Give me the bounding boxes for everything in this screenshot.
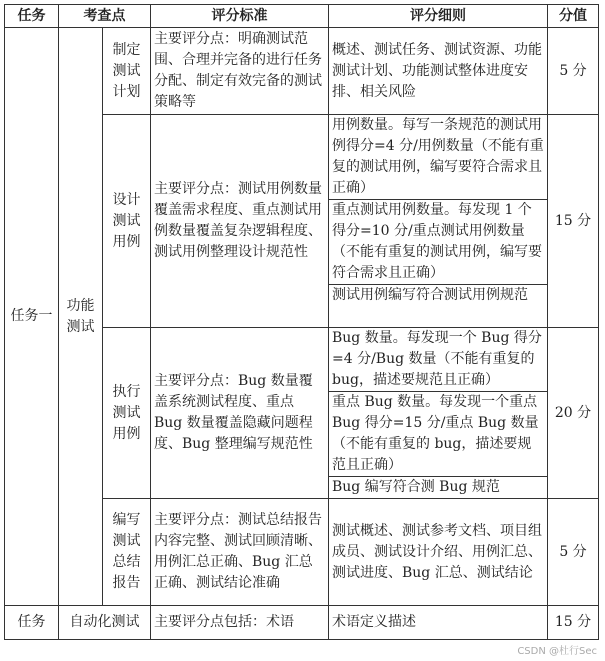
table-row xyxy=(5,28,599,115)
task-category: 功能测试 xyxy=(59,28,103,606)
score-value: 15 分 xyxy=(548,115,599,328)
task-name: 任务 xyxy=(5,606,59,640)
details-group xyxy=(329,115,548,328)
criteria-text: 主要评分点：测试总结报告内容完整、测试回顾清晰、用例汇总正确、Bug 汇总正确、测试结论准确 xyxy=(151,499,329,606)
table-row xyxy=(5,606,599,640)
criteria-text: 主要评分点包括：术语 xyxy=(151,606,329,640)
score-value: 5 分 xyxy=(548,28,599,115)
score-value: 15 分 xyxy=(548,606,599,640)
header-score: 分值 xyxy=(548,5,599,28)
criteria-text: 主要评分点：明确测试范围、合理并完备的进行任务分配、制定有效完备的测试策略等 xyxy=(151,28,329,115)
details-text: 重点测试用例数量。每发现 1 个得分=10 分/重点测试用例数量（不能有重复的测试用例，编写要符合需求且正确） xyxy=(329,200,547,285)
details-text: Bug 数量。每发现一个 Bug 得分=4 分/Bug 数量（不能有重复的 bug，描述要规范且正确） xyxy=(329,328,547,392)
details-text: 重点 Bug 数量。每发现一个重点 Bug 得分=15 分/重点 Bug 数量（不能有重复的 bug，描述要规范且正确） xyxy=(329,392,547,477)
header-point: 考查点 xyxy=(59,5,151,28)
point-name: 制定测试计划 xyxy=(103,28,151,115)
header-criteria: 评分标准 xyxy=(151,5,329,28)
score-value: 5 分 xyxy=(548,499,599,606)
point-name: 设计测试用例 xyxy=(103,115,151,328)
scoring-table xyxy=(4,4,599,640)
details-group xyxy=(329,328,548,499)
details-text: Bug 编写符合测 Bug 规范 xyxy=(332,479,500,495)
header-details: 评分细则 xyxy=(329,5,548,28)
details-text: 术语定义描述 xyxy=(329,606,548,640)
task-category: 自动化测试 xyxy=(59,606,151,640)
details-text: 概述、测试任务、测试资源、功能测试计划、功能测试整体进度安排、相关风险 xyxy=(329,28,548,115)
details-text: 测试概述、测试参考文档、项目组成员、测试设计介绍、用例汇总、测试进度、Bug 汇总、测试结论 xyxy=(329,499,548,606)
details-text: 测试用例编写符合测试用例规范 xyxy=(332,287,528,303)
point-name: 执行测试用例 xyxy=(103,328,151,499)
task-name: 任务一 xyxy=(5,28,59,606)
header-task: 任务 xyxy=(5,5,59,28)
header-row xyxy=(5,5,599,28)
score-value: 20 分 xyxy=(548,328,599,499)
point-name: 编写测试总结报告 xyxy=(103,499,151,606)
criteria-text: 主要评分点：测试用例数量覆盖需求程度、重点测试用例数量覆盖复杂逻辑程度、测试用例整理设计规范性 xyxy=(151,115,329,328)
watermark: CSDN @杜行Sec xyxy=(517,646,597,657)
details-text: 用例数量。每写一条规范的测试用例得分=4 分/用例数量（不能有重复的测试用例，编写要符合需求且正确） xyxy=(329,115,547,200)
criteria-text: 主要评分点：Bug 数量覆盖系统测试程度、重点 Bug 数量覆盖隐藏问题程度、Bug 整理编写规范性 xyxy=(151,328,329,499)
